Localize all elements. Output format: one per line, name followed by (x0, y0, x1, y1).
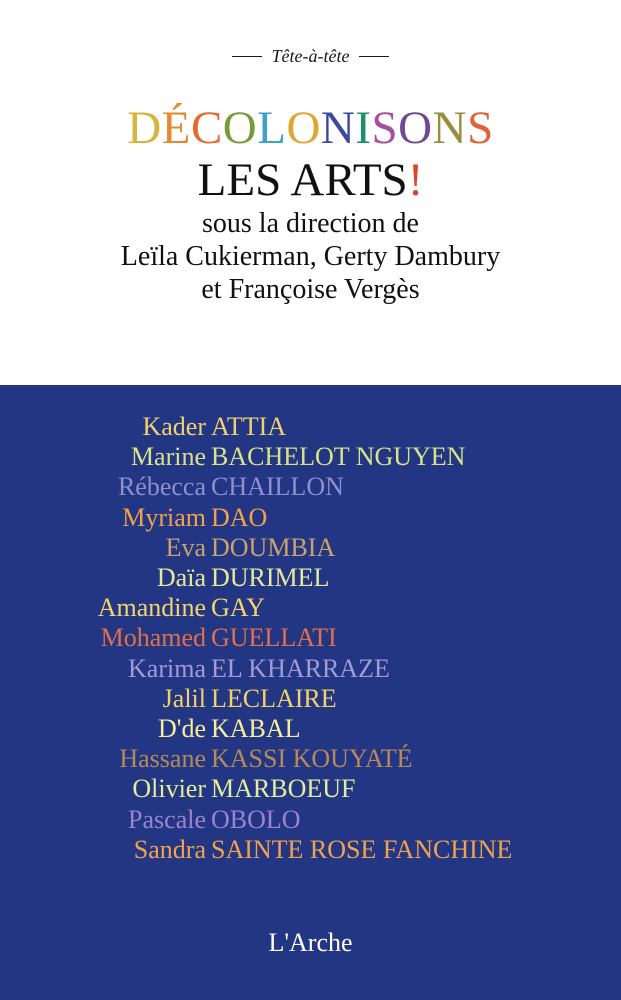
author-first-name: Jalil (162, 683, 206, 713)
author-entry (0, 835, 621, 865)
author-last-name: CHAILLON (211, 472, 344, 502)
direction-line-1: sous la direction de (202, 208, 419, 239)
title-letter: S (371, 102, 399, 154)
title-letter: D (127, 102, 162, 154)
author-first-name: Kader (142, 412, 206, 441)
author-first-name: Pascale (128, 804, 206, 834)
author-entry (0, 654, 621, 684)
series-text: Tête-à-tête (271, 46, 350, 66)
author-first-name: Eva (165, 532, 206, 562)
author-entry (0, 744, 621, 774)
title-letter: O (286, 102, 321, 154)
author-entry (0, 442, 621, 472)
direction-line-2: Leïla Cukierman, Gerty Dambury (120, 241, 501, 272)
title-letter: S (467, 102, 494, 154)
series-dash-right (359, 56, 389, 57)
direction-line-3: et Françoise Vergès (201, 274, 420, 305)
author-entry (0, 563, 621, 593)
title-letter: C (190, 102, 223, 154)
title-letter: N (320, 102, 356, 154)
author-first-name: Myriam (122, 502, 206, 532)
author-first-name: D'de (157, 714, 206, 743)
author-entry (0, 593, 621, 623)
title-line-2 (0, 150, 621, 210)
title-exclamation: ! (407, 154, 424, 206)
author-entry (0, 503, 621, 533)
author-last-name: KASSI KOUYATÉ (211, 744, 413, 774)
author-entry (0, 684, 621, 714)
title-line-1 (0, 98, 621, 158)
author-last-name: SAINTE ROSE FANCHINE (211, 834, 513, 864)
author-last-name: LECLAIRE (211, 683, 337, 713)
author-last-name: KABAL (211, 714, 301, 743)
author-first-name: Rébecca (117, 472, 206, 502)
author-entry (0, 623, 621, 653)
author-entry (0, 774, 621, 804)
author-entry (0, 472, 621, 502)
author-entry (0, 714, 621, 744)
author-entry (0, 533, 621, 563)
author-first-name: Karima (128, 653, 206, 683)
author-entry (0, 412, 621, 442)
title-letter: I (355, 102, 372, 154)
author-last-name: GAY (211, 593, 265, 623)
author-last-name: EL KHARRAZE (211, 653, 390, 683)
title-letter: O (222, 102, 258, 154)
title-letter: N (432, 102, 468, 154)
cover-top-panel (0, 0, 621, 385)
author-last-name: DURIMEL (211, 563, 330, 592)
author-last-name: BACHELOT NGUYEN (211, 442, 466, 472)
author-first-name: Daïa (156, 563, 206, 592)
author-first-name: Amandine (97, 593, 206, 623)
author-first-name: Mohamed (100, 623, 206, 653)
author-first-name: Sandra (133, 834, 206, 864)
title-letter: L (257, 102, 287, 154)
author-last-name: MARBOEUF (211, 774, 356, 804)
author-last-name: DOUMBIA (211, 532, 336, 562)
author-entry (0, 805, 621, 835)
author-first-name: Hassane (119, 744, 206, 774)
author-first-name: Marine (130, 442, 206, 472)
title-les-arts: LES ARTS (197, 154, 408, 206)
author-last-name: OBOLO (211, 804, 301, 834)
series-label (0, 46, 621, 67)
author-last-name: DAO (211, 502, 268, 532)
author-last-name: ATTIA (211, 412, 287, 441)
title-letter: O (398, 102, 433, 154)
author-first-name: Olivier (132, 774, 206, 804)
publisher-name: L'Arche (268, 928, 353, 957)
author-last-name: GUELLATI (211, 623, 337, 653)
title-letter: É (161, 102, 191, 154)
series-dash-left (232, 56, 262, 57)
